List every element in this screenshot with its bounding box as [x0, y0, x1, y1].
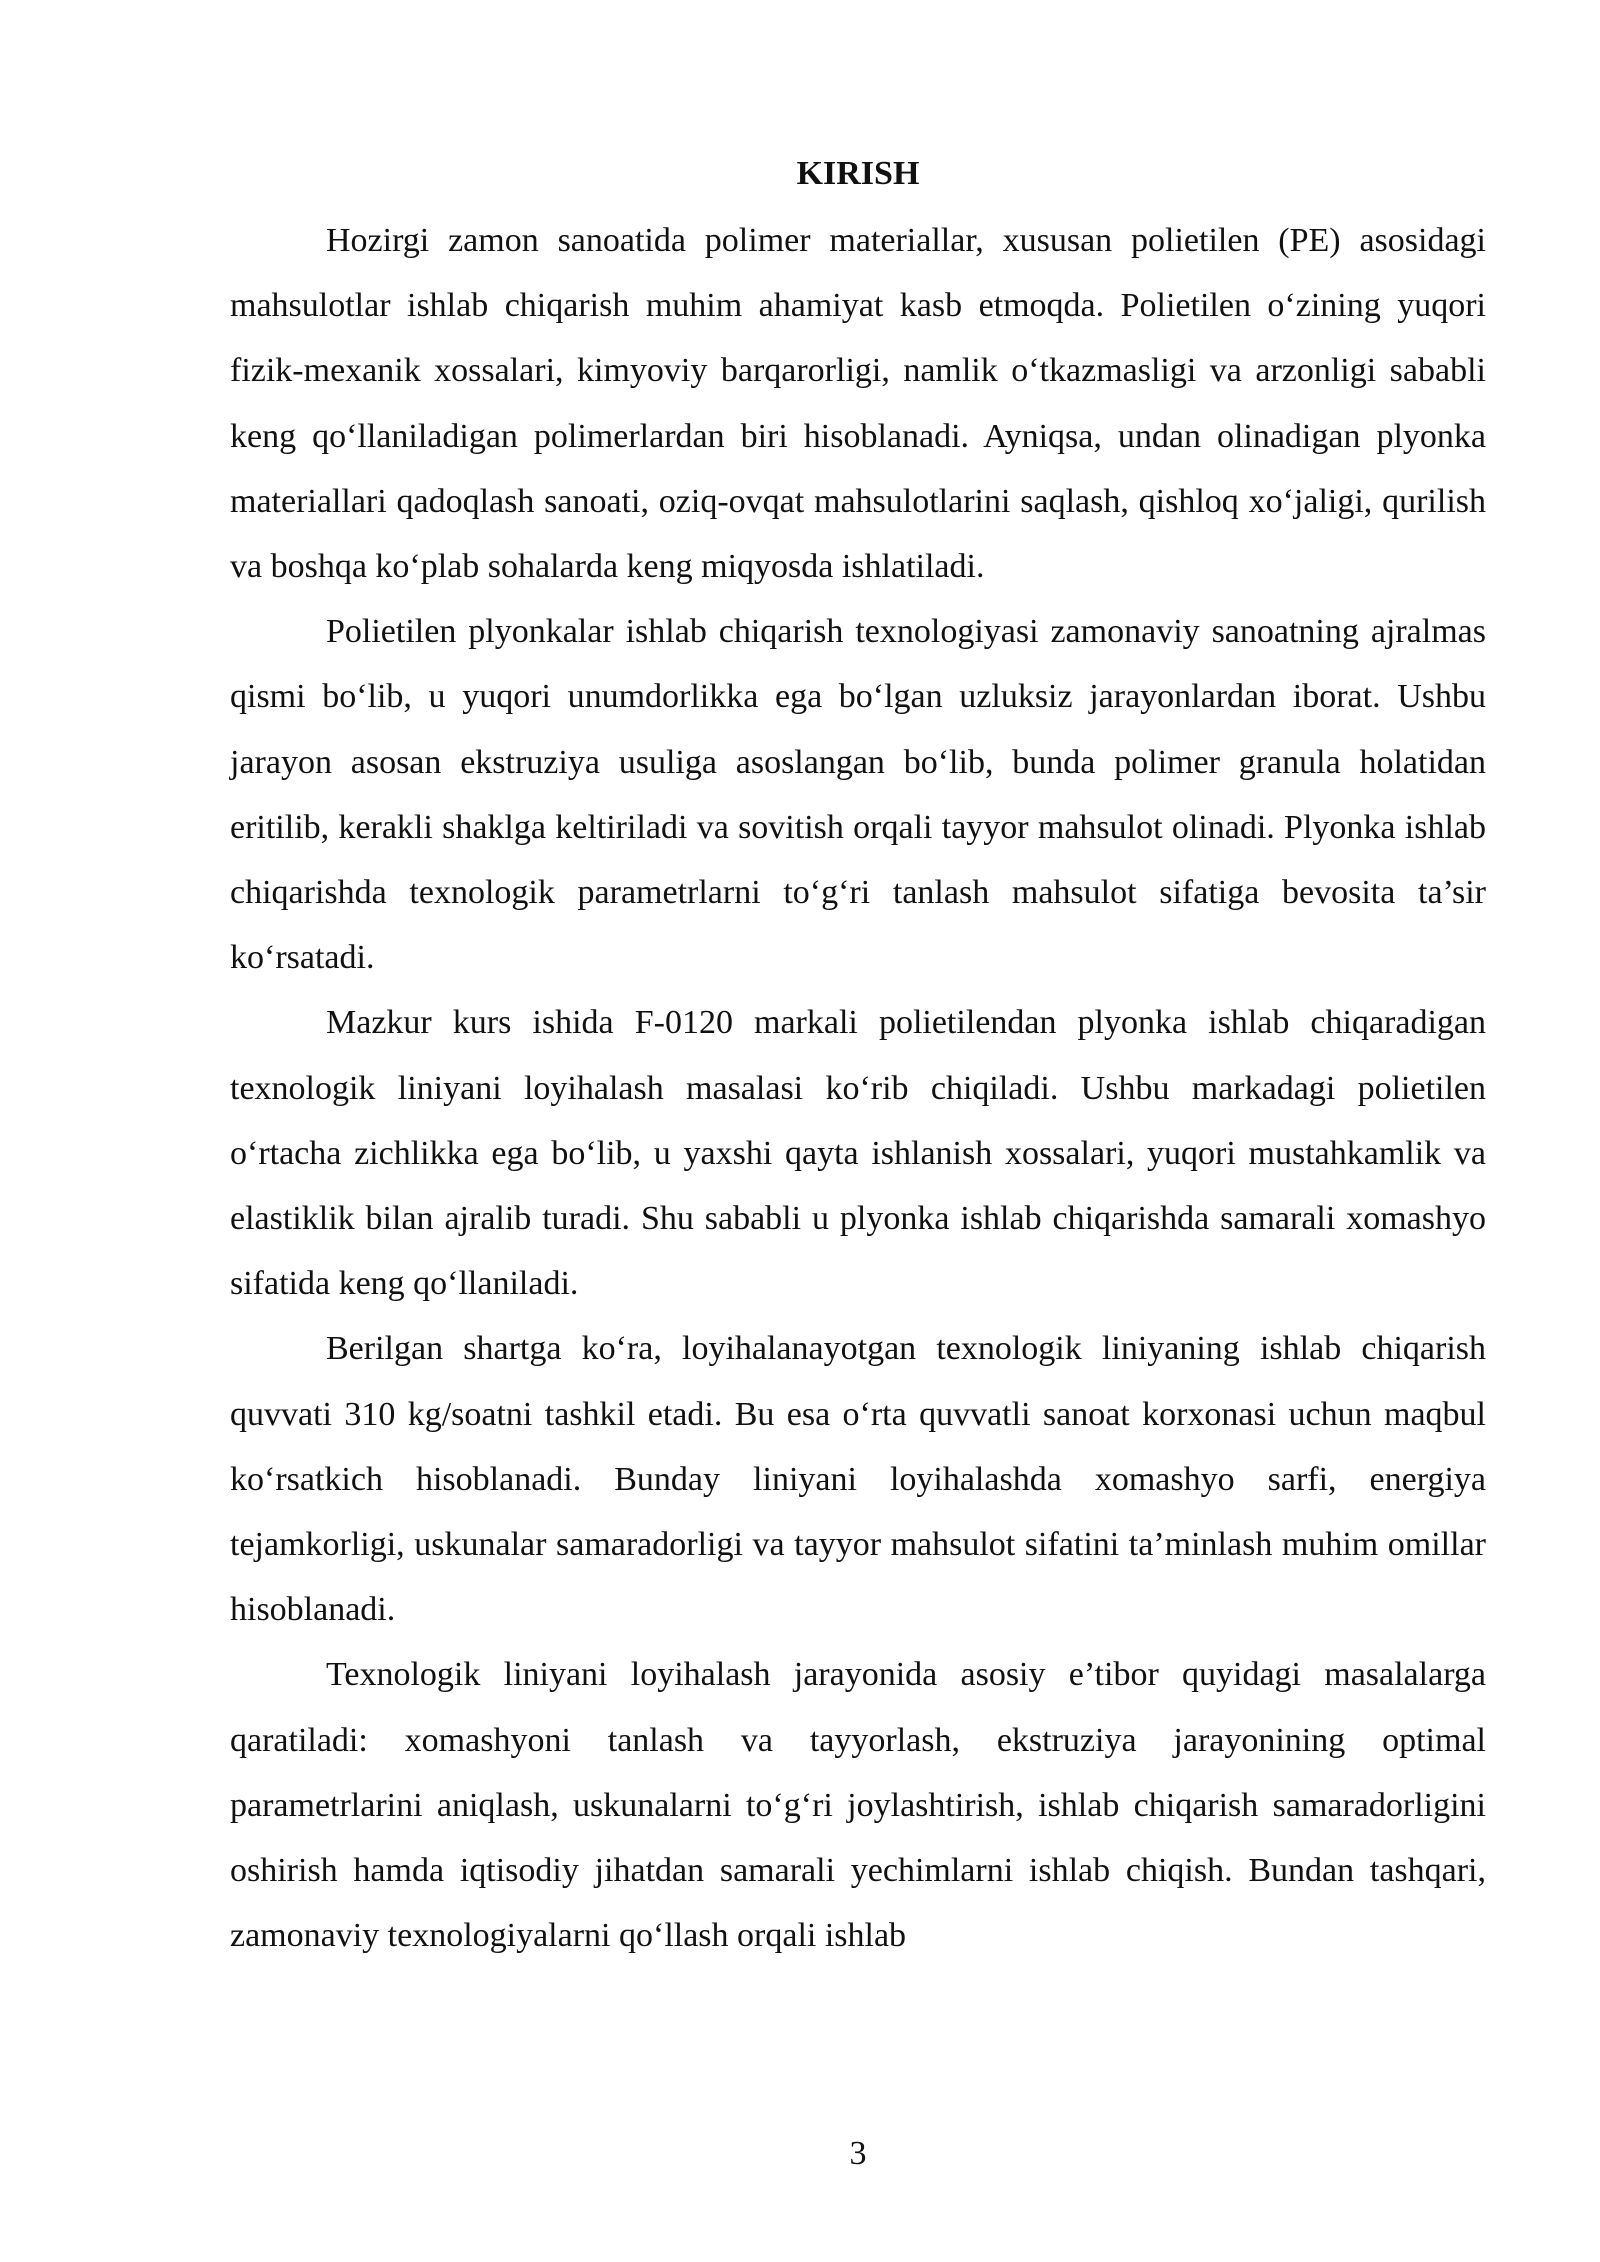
paragraph-1: Hozirgi zamon sanoatida polimer materiallar, xususan polietilen (PE) asosidagi mahsulotlar ishlab chiqarish muhim ahamiyat kasb etmoqda. Polietilen o‘zining yuqori fizik-mexanik xossalari, kimyoviy barqarorligi, namlik o‘tkazmasligi va arzonligi sababli keng qo‘llaniladigan polimerlardan biri hisoblanadi. Ayniqsa, undan olinadigan plyonka materiallari qadoqlash sanoati, oziq-ovqat mahsulotlarini saqlash, qishloq xo‘jaligi, qurilish va boshqa ko‘plab sohalarda keng miqyosda ishlatiladi. — [230, 222, 1486, 586]
paragraph-4: Berilgan shartga ko‘ra, loyihalanayotgan texnologik liniyaning ishlab chiqarish quvvati 310 kg/soatni tashkil etadi. Bu esa o‘rta quvvatli sanoat korxonasi uchun maqbul ko‘rsatkich hisoblanadi. Bunday liniyani loyihalashda xomashyo sarfi, energiya tejamkorligi, uskunalar samaradorligi va tayyor mahsulot sifatini ta’minlash muhim omillar hisoblanadi. — [230, 1330, 1486, 1629]
page-number: 3 — [849, 2135, 867, 2172]
paragraph-3: Mazkur kurs ishida F-0120 markali polietilendan plyonka ishlab chiqaradigan texnologik liniyani loyihalash masalasi ko‘rib chiqiladi. Ushbu markadagi polietilen o‘rtacha zichlikka ega bo‘lib, u yaxshi qayta ishlanish xossalari, yuqori mustahkamlik va elastiklik bilan ajralib turadi. Shu sababli u plyonka ishlab chiqarishda samarali xomashyo sifatida keng qo‘llaniladi. — [230, 1004, 1486, 1303]
page-content — [230, 148, 1486, 1968]
section-title: KIRISH — [796, 155, 920, 192]
paragraph-5: Texnologik liniyani loyihalash jarayonida asosiy e’tibor quyidagi masalalarga qaratiladi: xomashyoni tanlash va tayyorlash, ekstruziya jarayonining optimal parametrlarini aniqlash, uskunalarni to‘g‘ri joylashtirish, ishlab chiqarish samaradorligini oshirish hamda iqtisodiy jihatdan samarali yechimlarni ishlab chiqish. Bundan tashqari, zamonaviy texnologiyalarni qo‘llash orqali ishlab — [230, 1656, 1486, 1955]
paragraph-2: Polietilen plyonkalar ishlab chiqarish texnologiyasi zamonaviy sanoatning ajralmas qismi bo‘lib, u yuqori unumdorlikka ega bo‘lgan uzluksiz jarayonlardan iborat. Ushbu jarayon asosan ekstruziya usuliga asoslangan bo‘lib, bunda polimer granula holatidan eritilib, kerakli shaklga keltiriladi va sovitish orqali tayyor mahsulot olinadi. Plyonka ishlab chiqarishda texnologik parametrlarni to‘g‘ri tanlash mahsulot sifatiga bevosita ta’sir ko‘rsatadi. — [230, 613, 1486, 977]
